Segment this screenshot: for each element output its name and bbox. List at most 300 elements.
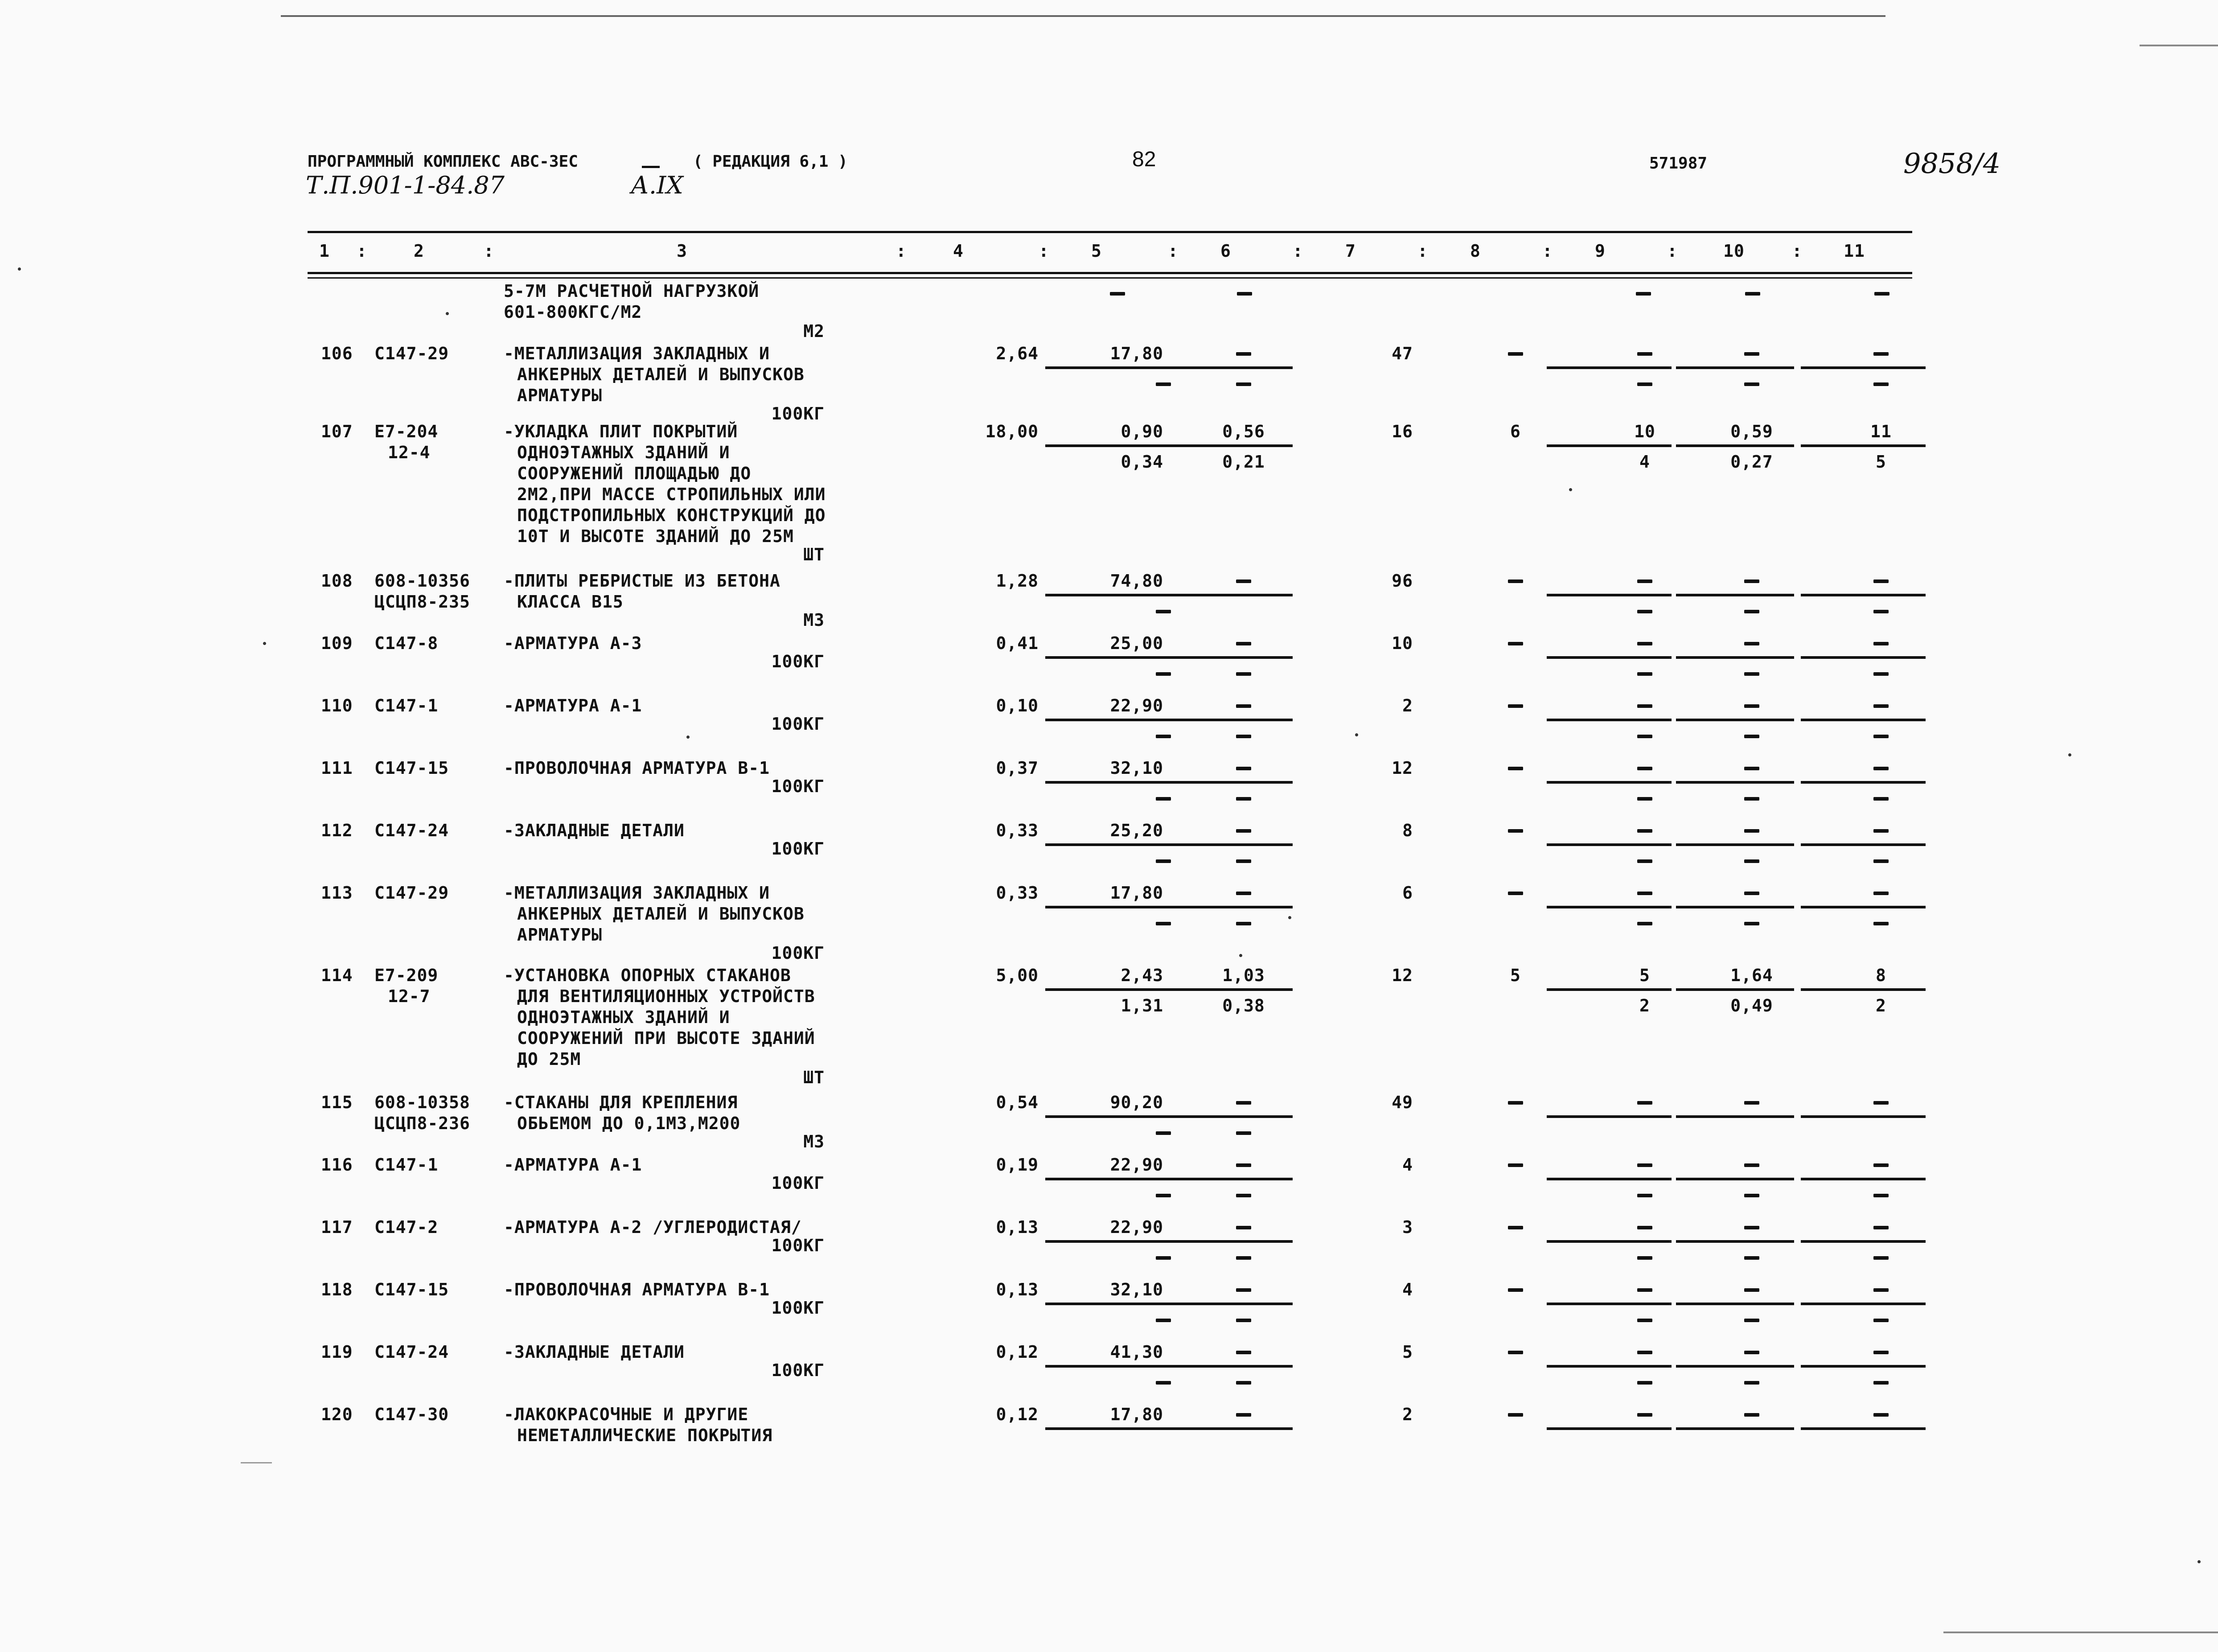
cell-col9-secondary [1637,1194,1652,1197]
cell-col8 [1508,579,1523,583]
row-description: -ЗАКЛАДНЫЕ ДЕТАЛИ [504,821,685,840]
cell-col11 [1873,352,1889,356]
row-description: ДО 25М [517,1049,581,1069]
cell-col6 [1236,642,1251,645]
cell-col8 [1508,1101,1523,1105]
cell-col7: 2 [1402,696,1413,715]
row-description: ДЛЯ ВЕНТИЛЯЦИОННЫХ УСТРОЙСТВ [517,986,815,1006]
column-separator: : [1542,241,1553,261]
cell-underline [1547,988,1672,991]
cell-underline [1801,1240,1926,1243]
cell-col10 [1744,704,1759,708]
row-description: НЕМЕТАЛЛИЧЕСКИЕ ПОКРЫТИЯ [517,1426,773,1445]
cell-col7: 4 [1402,1155,1413,1175]
row-description: АНКЕРНЫХ ДЕТАЛЕЙ И ВЫПУСКОВ [517,365,805,384]
cell-underline [1547,444,1672,447]
cell-col4: 0,12 [996,1405,1039,1424]
cell-underline [1181,1427,1293,1430]
cell-col11-secondary [1873,1319,1889,1322]
cell-col6 [1236,1101,1251,1105]
cell-col9 [1637,1413,1652,1417]
cell-col11 [1873,1101,1889,1105]
cell-col10 [1744,642,1759,645]
row-description: -АРМАТУРА А-1 [504,696,642,715]
cell-col10-secondary [1744,610,1759,613]
scan-speck [18,267,21,271]
row-description: КЛАССА В15 [517,592,624,612]
cell-col5: 90,20 [1110,1093,1163,1112]
cell-underline [1181,366,1293,369]
cell-underline [1181,1303,1293,1305]
cell-underline [1676,1365,1794,1368]
cell-underline [1676,781,1794,784]
cell-col4: 0,33 [996,821,1039,840]
row-unit: 100КГ [771,714,825,734]
cell-col6 [1236,892,1251,895]
cell-underline [1045,1240,1183,1243]
cell-col8 [1508,892,1523,895]
cell-underline [1181,1365,1293,1368]
cell-col6 [1236,352,1251,356]
cell-col8 [1508,767,1523,770]
column-separator: : [1293,241,1303,261]
cell-col7: 2 [1402,1405,1413,1424]
row-number: 107 [321,422,353,441]
cell-underline [1801,1178,1926,1180]
cell-col9-secondary [1637,1256,1652,1260]
cell-col6-secondary [1236,1194,1251,1197]
cell-col9: 5 [1639,966,1650,985]
cell-col9-secondary [1637,797,1652,801]
cell-col6 [1236,1288,1251,1292]
cell-col5: 17,80 [1110,1405,1163,1424]
cell-col9-secondary [1637,1381,1652,1385]
cell-col11-secondary [1873,672,1889,676]
cell-col5-secondary: 1,31 [1121,996,1163,1015]
cell-col7: 4 [1402,1280,1413,1299]
row-code: 12-7 [388,986,431,1006]
cell-underline [1801,444,1926,447]
row-unit: 100КГ [771,839,825,859]
cell-col10-secondary: 0,49 [1730,996,1773,1015]
cell-underline [1801,656,1926,659]
cell-col9 [1637,704,1652,708]
cell-underline [1181,444,1293,447]
cell-col11-secondary [1873,922,1889,925]
top-scan-line [281,15,1885,17]
column-separator: : [1039,241,1049,261]
program-title: ПРОГРАММНЫЙ КОМПЛЕКС АВС-3ЕС [308,152,578,171]
row-number: 113 [321,883,353,903]
row-description: -УСТАНОВКА ОПОРНЫХ СТАКАНОВ [504,966,791,985]
cell-underline [1547,1427,1672,1430]
row-number: 112 [321,821,353,840]
cell-col8: 5 [1510,966,1521,985]
cell-col8 [1508,1163,1523,1167]
cell-col11-secondary [1873,1194,1889,1197]
cell-col8 [1508,1226,1523,1229]
cell-underline [1181,594,1293,596]
cell-col11: 8 [1876,966,1886,985]
cell-col7: 47 [1392,344,1413,363]
dash-value [1874,292,1889,296]
cell-col11-secondary: 2 [1876,996,1886,1015]
cell-col10 [1744,1288,1759,1292]
dash-value [1237,292,1252,296]
cell-col5: 25,00 [1110,633,1163,653]
row-number: 117 [321,1217,353,1237]
row-unit: 100КГ [771,652,825,671]
cell-underline [1676,594,1794,596]
row-number: 108 [321,571,353,591]
cell-underline [1547,843,1672,846]
cell-col6-secondary [1236,1319,1251,1322]
cell-col10 [1744,1163,1759,1167]
cell-col9: 10 [1634,422,1655,441]
cell-col4: 0,19 [996,1155,1039,1175]
cell-underline [1547,1115,1672,1118]
column-separator: : [896,241,907,261]
row-code: Е7-204 [374,422,439,441]
cell-col8 [1508,1413,1523,1417]
cell-underline [1045,1303,1183,1305]
cell-underline [1181,988,1293,991]
cell-col11 [1873,1351,1889,1354]
cell-col11 [1873,829,1889,833]
row-number: 110 [321,696,353,715]
cell-col6: 1,03 [1222,966,1265,985]
row-description: АРМАТУРЫ [517,925,603,945]
scan-speck [2068,753,2071,756]
row-code: С147-15 [374,758,449,778]
cell-col4: 0,41 [996,633,1039,653]
cell-col5: 0,90 [1121,422,1163,441]
cell-underline [1676,906,1794,908]
cell-col5-secondary [1156,735,1171,738]
cell-underline [1547,906,1672,908]
cell-col5: 25,20 [1110,821,1163,840]
cell-underline [1676,988,1794,991]
row-number: 114 [321,966,353,985]
cell-col7: 5 [1402,1342,1413,1362]
cell-underline [1547,1178,1672,1180]
cell-col4: 18,00 [985,422,1039,441]
row-code: 608-10356 [374,571,470,591]
cell-underline [1181,719,1293,721]
row-description: -ПРОВОЛОЧНАЯ АРМАТУРА В-1 [504,758,770,778]
cell-col4: 5,00 [996,966,1039,985]
cell-underline [1181,1178,1293,1180]
cell-col6 [1236,767,1251,770]
row-unit: 100КГ [771,1360,825,1380]
row-description: -АРМАТУРА А-3 [504,633,642,653]
cell-col5: 22,90 [1110,1217,1163,1237]
column-header-2: 2 [414,241,424,261]
cell-col7: 49 [1392,1093,1413,1112]
cell-underline [1045,656,1183,659]
edition-label: ( РЕДАКЦИЯ 6,1 ) [693,152,848,171]
dash-value [1745,292,1760,296]
row-code: С147-30 [374,1405,449,1424]
cell-underline [1045,1427,1183,1430]
cell-col4: 0,37 [996,758,1039,778]
cell-col7: 16 [1392,422,1413,441]
cell-underline [1045,719,1183,721]
row-code: ЦСЦП8-235 [374,592,470,612]
row-unit: 100КГ [771,777,825,796]
cell-col5-secondary [1156,1256,1171,1260]
cell-col6 [1236,1226,1251,1229]
scan-speck [686,736,690,739]
project-number-handwritten: Т.П.901-1-84.87 [306,171,505,199]
row-unit: 100КГ [771,1236,825,1255]
row-code: С147-1 [374,1155,439,1175]
cell-col7: 96 [1392,571,1413,591]
column-header-6: 6 [1220,241,1231,261]
cell-col5: 22,90 [1110,1155,1163,1175]
row-description: -МЕТАЛЛИЗАЦИЯ ЗАКЛАДНЫХ И [504,344,770,363]
scan-speck [1569,488,1572,491]
cell-col11 [1873,1163,1889,1167]
cell-col10 [1744,1413,1759,1417]
left-scan-mark [241,1462,272,1463]
cell-col4: 0,12 [996,1342,1039,1362]
cell-col4: 0,13 [996,1280,1039,1299]
cell-underline [1801,1365,1926,1368]
cell-col8 [1508,352,1523,356]
cell-col4: 2,64 [996,344,1039,363]
cell-col7: 3 [1402,1217,1413,1237]
cell-col8 [1508,1351,1523,1354]
cell-col5-secondary: 0,34 [1121,452,1163,472]
cell-col10-secondary [1744,735,1759,738]
cell-col11 [1873,579,1889,583]
cell-col5: 32,10 [1110,758,1163,778]
cell-col9-secondary: 4 [1639,452,1650,472]
continuation-line: 5-7М РАСЧЕТНОЙ НАГРУЗКОЙ [504,281,760,301]
cell-col9 [1637,1226,1652,1229]
cell-underline [1801,781,1926,784]
cell-col6-secondary [1236,1381,1251,1385]
cell-underline [1045,366,1183,369]
cell-underline [1045,1365,1183,1368]
cell-col10 [1744,1226,1759,1229]
cell-col9 [1637,642,1652,645]
cell-col6-secondary [1236,797,1251,801]
row-unit: 100КГ [771,1173,825,1193]
cell-col9 [1637,892,1652,895]
document-code: 571987 [1649,154,1708,173]
cell-col10 [1744,579,1759,583]
cell-col10-secondary: 0,27 [1730,452,1773,472]
row-number: 119 [321,1342,353,1362]
cell-col7: 10 [1392,633,1413,653]
column-header-7: 7 [1345,241,1356,261]
cell-col11-secondary [1873,382,1889,386]
column-separator: : [484,241,494,261]
header-bottom-rule [308,272,1912,274]
row-code: Е7-209 [374,966,439,985]
header-bottom-rule-2 [308,277,1912,279]
row-description: -АРМАТУРА А-2 /УГЛЕРОДИСТАЯ/ [504,1217,802,1237]
cell-col5-secondary [1156,1194,1171,1197]
dash-value [1110,292,1125,296]
cell-underline [1181,1240,1293,1243]
cell-underline [1676,366,1794,369]
row-number: 118 [321,1280,353,1299]
cell-col9-secondary [1637,922,1652,925]
row-number: 111 [321,758,353,778]
cell-col9 [1637,1288,1652,1292]
cell-underline [1801,1115,1926,1118]
cell-col7: 12 [1392,966,1413,985]
cell-col6-secondary [1236,922,1251,925]
cell-underline [1547,719,1672,721]
cell-col9 [1637,1163,1652,1167]
row-code: С147-15 [374,1280,449,1299]
row-description: ОБЬЕМОМ ДО 0,1М3,М200 [517,1114,741,1133]
cell-underline [1801,843,1926,846]
cell-col8 [1508,642,1523,645]
cell-col6-secondary [1236,859,1251,863]
column-header-1: 1 [319,241,330,261]
cell-col7: 12 [1392,758,1413,778]
cell-col6 [1236,704,1251,708]
scan-speck [263,642,266,645]
row-unit: М3 [803,1132,825,1151]
cell-underline [1547,781,1672,784]
cell-underline [1181,1115,1293,1118]
row-code: С147-29 [374,883,449,903]
cell-col9 [1637,767,1652,770]
row-unit: 100КГ [771,404,825,423]
cell-col5: 22,90 [1110,696,1163,715]
cell-col5: 74,80 [1110,571,1163,591]
row-description: -ЗАКЛАДНЫЕ ДЕТАЛИ [504,1342,685,1362]
dash-value [1636,292,1651,296]
row-unit: М3 [803,610,825,630]
cell-underline [1181,656,1293,659]
cell-col4: 0,33 [996,883,1039,903]
cell-underline [1181,906,1293,908]
column-header-9: 9 [1595,241,1606,261]
cell-col5: 2,43 [1121,966,1163,985]
row-code: С147-24 [374,821,449,840]
cell-underline [1547,366,1672,369]
row-description: СООРУЖЕНИЙ ПЛОЩАДЬЮ ДО [517,464,752,483]
row-unit: ШТ [803,1068,825,1087]
cell-col9-secondary [1637,610,1652,613]
cell-col9-secondary [1637,859,1652,863]
cell-col11 [1873,704,1889,708]
header-underscore [642,166,660,168]
cell-col4: 0,13 [996,1217,1039,1237]
cell-col10-secondary [1744,1319,1759,1322]
row-number: 120 [321,1405,353,1424]
cell-underline [1547,656,1672,659]
column-separator: : [1667,241,1678,261]
row-description: -АРМАТУРА А-1 [504,1155,642,1175]
scan-speck [1355,733,1358,736]
cell-col10-secondary [1744,382,1759,386]
cell-col10-secondary [1744,1194,1759,1197]
cell-col5-secondary [1156,382,1171,386]
cell-col9-secondary [1637,735,1652,738]
cell-col10 [1744,829,1759,833]
cell-col8: 6 [1510,422,1521,441]
cell-col9-secondary: 2 [1639,996,1650,1015]
cell-col5: 17,80 [1110,344,1163,363]
cell-underline [1045,906,1183,908]
cell-col6-secondary [1236,1256,1251,1260]
cell-col11: 11 [1870,422,1892,441]
cell-col6 [1236,579,1251,583]
row-description: -ПЛИТЫ РЕБРИСТЫЕ ИЗ БЕТОНА [504,571,780,591]
column-header-5: 5 [1091,241,1102,261]
cell-col10-secondary [1744,922,1759,925]
continuation-line: 601-800КГС/М2 [504,302,642,322]
cell-col5: 32,10 [1110,1280,1163,1299]
row-description: 2М2,ПРИ МАССЕ СТРОПИЛЬНЫХ ИЛИ [517,485,826,504]
cell-col5: 17,80 [1110,883,1163,903]
row-description: -МЕТАЛЛИЗАЦИЯ ЗАКЛАДНЫХ И [504,883,770,903]
cell-underline [1676,719,1794,721]
row-number: 109 [321,633,353,653]
cell-col7: 6 [1402,883,1413,903]
cell-col10: 1,64 [1730,966,1773,985]
cell-underline [1676,656,1794,659]
cell-col6-secondary: 0,38 [1222,996,1265,1015]
cell-col9-secondary [1637,1319,1652,1322]
cell-col5-secondary [1156,922,1171,925]
cell-col10 [1744,1351,1759,1354]
row-description: 10Т И ВЫСОТЕ ЗДАНИЙ ДО 25М [517,526,794,546]
row-description: -ЛАКОКРАСОЧНЫЕ И ДРУГИЕ [504,1405,749,1424]
row-code: ЦСЦП8-236 [374,1114,470,1133]
cell-col6: 0,56 [1222,422,1265,441]
row-description: ОДНОЭТАЖНЫХ ЗДАНИЙ И [517,1007,730,1027]
cell-underline [1801,1427,1926,1430]
cell-col10 [1744,767,1759,770]
cell-col11 [1873,1288,1889,1292]
column-header-10: 10 [1723,241,1745,261]
cell-underline [1676,1303,1794,1305]
cell-col5-secondary [1156,610,1171,613]
cell-col5-secondary [1156,1319,1171,1322]
right-scan-mark [2140,45,2218,46]
row-description: АНКЕРНЫХ ДЕТАЛЕЙ И ВЫПУСКОВ [517,904,805,924]
cell-col10-secondary [1744,672,1759,676]
cell-underline [1801,906,1926,908]
cell-underline [1547,1303,1672,1305]
cell-underline [1801,988,1926,991]
cell-underline [1181,843,1293,846]
cell-col8 [1508,704,1523,708]
cell-col11-secondary [1873,610,1889,613]
row-unit: 100КГ [771,943,825,963]
cell-col11-secondary [1873,859,1889,863]
row-number: 106 [321,344,353,363]
cell-col5-secondary [1156,859,1171,863]
cell-col9 [1637,1101,1652,1105]
cell-col6-secondary [1236,735,1251,738]
cell-col9-secondary [1637,382,1652,386]
column-header-3: 3 [677,241,687,261]
scan-speck [1239,954,1242,957]
cell-col4: 0,54 [996,1093,1039,1112]
cell-col5-secondary [1156,672,1171,676]
cell-col6-secondary [1236,672,1251,676]
